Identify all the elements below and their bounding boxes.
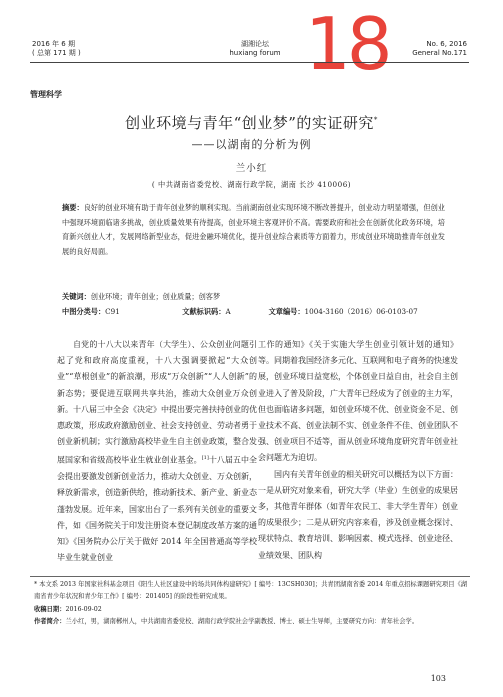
abstract-label: 摘要：: [62, 203, 84, 212]
issue-info-en: [412, 40, 467, 58]
received-value: 2016-09-02: [65, 605, 102, 613]
body-paragraph-continued: 工作的通知》《关于实施大学生创业引领计划的通知》等。同期着我国经济多元化、互联网和电子商务的快速发展，创业环境日益宽松，个体创业日益自由，社会自主创业进入了普及阶段，广大青年已经成为了创业的主力军，但也面临诸多问题，如创业环境不优、创业资金不足、创业技术不高、创业法制不实、创业条件不佳、创业团队不强、创业项目不适等，面从创业环境角度研究青年创业社会问题尤为迫切。: [258, 340, 458, 463]
abstract-text: 良好的创业环境有助于青年创业梦的顺利实现。当前湖南创业实现环境不断改善提升，创业动力明显增强，但创业中强现环境面临诸多挑战，创业质量效果有待提高，创业环境主客观评价不高。需要政府和社会在创新优化政务环境，培育新兴创业人才，发展网络新型业态，促进金融环境优化，提升创业综合素质等方面着力，形成创业环境助推青年创业发展的良好局面。: [62, 203, 445, 256]
citation-ref: [1]: [201, 455, 209, 462]
body-column-right: [258, 337, 458, 564]
body-text-1: 自党的十八大以来青年（大学生）、公众创业问题引起了党和政府高度重视，十八大强调要掀起“大众创业”“草根创业”的新浪潮，形成“万众创新”“人人创新”的新态势；要促进互联网共享共治，推动大众创业万众创新。十八届三中全会《决定》中提出要完善扶持创业的优惠政策，形成政府激励创业、社会支持创业、劳动者勇于创业新机制；实行激励高校毕业生自主创业政策，整合发展国家和省级高校毕业生就业创业基金。: [57, 340, 257, 466]
clc-value: C91: [105, 307, 120, 316]
body-text-2: 十八届五中全会提出要激发创新创业活力，推动大众创业、万众创新，释放新需求，创造新供给，推动新技术、新产业、新业态蓬勃发展。近年来，国家出台了一系列有关创业的重要文件，如《国务院关于印发注册资本登记制度改革方案的通知》《国务院办公厅关于做好 2014 年全国普通高等学校毕业生就业创业: [57, 456, 258, 563]
issue-big-number: 18: [305, 2, 389, 86]
title-footnote-mark: *: [373, 116, 378, 124]
issue-no-en: No. 6, 2016: [426, 40, 467, 48]
abstract: [62, 201, 445, 259]
keywords-text: 创业环境；青年创业；创业质量；创客梦: [90, 292, 221, 301]
journal-name-cn: 湖湘论坛: [241, 40, 269, 48]
author-bio-label: 作者简介：: [34, 618, 66, 626]
doc-code-label: 文献标识码：: [182, 307, 226, 316]
classification-line: [62, 307, 462, 317]
clc-label: 中图分类号：: [62, 307, 106, 316]
general-no: General No.171: [412, 49, 467, 57]
author-bio: [34, 616, 472, 628]
author-bio-text: 兰小红，男，湖南郴州人，中共湖南省委党校、湖南行政学院社会学副教授、博士、硕士生导师，主要研究方向：青年社会学。: [65, 618, 419, 626]
author-affiliation: ( 中共湖南省委党校、湖南行政学院，湖南 长沙 410006): [151, 180, 352, 189]
body-column-left: [57, 337, 257, 567]
article-title-text: 创业环境与青年“创业梦”的实证研究: [125, 114, 374, 132]
body-paragraph: 国内有关青年创业的相关研究可以概括为以下方面：一是从研究对象来看，研究大学（毕业）生创业的成果居多，其他青年群体（如青年农民工、非大学生青年）创业的成果很少；二是从研究内容来看，涉及创业概念探讨、现状特点、教育培训、影响因素、模式选择、创业途径、业绩效果、团队构: [258, 469, 458, 560]
journal-name-en: huxiang forum: [229, 49, 281, 57]
keywords: [62, 292, 220, 302]
article-title: [0, 112, 503, 133]
body-paragraph: [57, 337, 257, 567]
received-label: 收稿日期：: [34, 605, 66, 613]
section-label: 管理科学: [30, 90, 62, 99]
page-number: 103: [430, 674, 446, 683]
keywords-label: 关键词：: [62, 292, 91, 301]
journal-name: [225, 40, 285, 58]
article-no-value: 1004-3160（2016）06-0103-07: [304, 307, 418, 316]
author-name: 兰小红: [235, 163, 268, 174]
footnote-rule: [30, 576, 470, 577]
issue-info: [32, 40, 81, 58]
total-issue: ( 总第 171 期 ): [32, 49, 81, 57]
received-date: [34, 604, 472, 616]
header-rule: [30, 62, 469, 63]
fund-note: * 本文系 2013 年国家社科基金项目《阳生人社区建设中的场共同体构建研究》[ 编号：13CSH030]；共青团湖南省委 2014 年重点招标课题研究项目《湖南省青少年状况和青少年工作》[ 编号：201405] 的阶段性研究成果。: [34, 581, 468, 601]
year-issue: 2016 年 6 期: [32, 40, 75, 48]
doc-code-value: A: [225, 307, 231, 316]
article-no-label: 文章编号：: [268, 307, 305, 316]
article-subtitle: ——以湖南的分析为例: [191, 138, 312, 151]
footnote: [34, 579, 472, 629]
